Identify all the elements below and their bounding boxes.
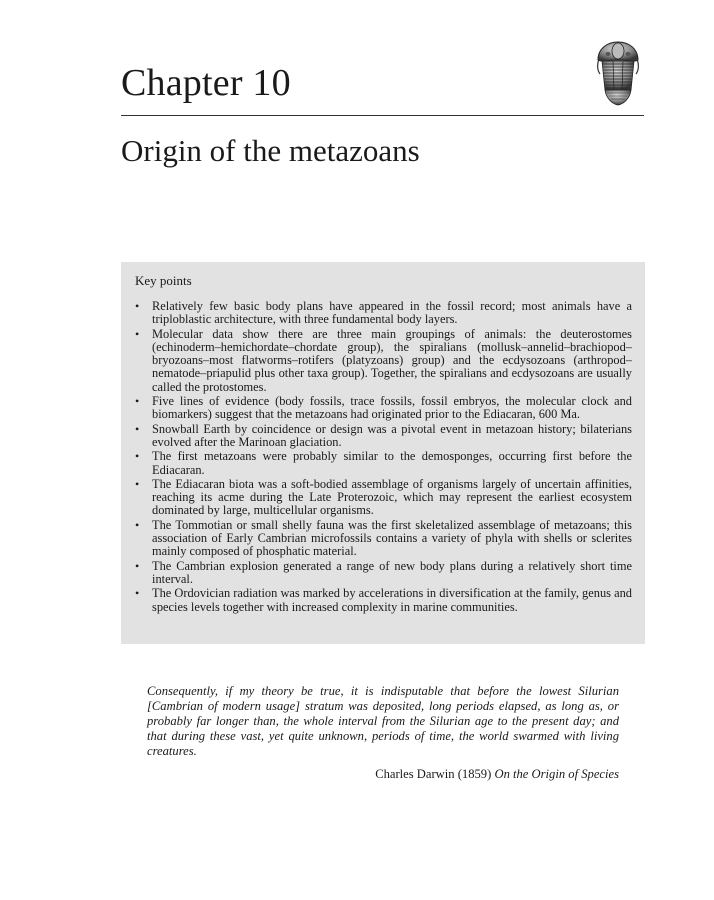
editorial-insertion: [Cambrian of modern usage] [147, 699, 301, 713]
key-point-item: • Molecular data show there are three main groupings of animals: the deuterostomes (echinoderm–hemichordate–chordate group), the spiralians (mollusk–annelid–brachiopod–bryozoans–most flatworms–rotifers (platyzoans) group) and the ecdysozoans (arthropod–nematode–priapulid plus other taxa group). Together, the spiralians and ecdysozoans are usually called the protostomes. [135, 328, 632, 394]
key-point-item: • The Ordovician radiation was marked by accelerations in diversification at the family, genus and species levels together with increased complexity in marine communities. [135, 587, 632, 614]
key-points-list [135, 300, 632, 614]
key-point-item: • The Tommotian or small shelly fauna was the first skeletalized assemblage of metazoans; this association of Early Cambrian microfossils contains a variety of phyla with shells or sclerites mainly composed of phosphatic material. [135, 519, 632, 559]
epigraph-quote [147, 684, 619, 759]
quote-text-start: Consequently, if my theory be true, it is indisputable that before the lowest Silurian [147, 684, 619, 698]
key-point-item: • Relatively few basic body plans have appeared in the fossil record; most animals have a triploblastic architecture, with three fundamental body layers. [135, 300, 632, 327]
title-rule [121, 115, 644, 116]
chapter-title: Origin of the metazoans [121, 133, 420, 168]
key-point-item: • The first metazoans were probably similar to the demosponges, occurring first before the Ediacaran. [135, 450, 632, 477]
key-point-item: • The Ediacaran biota was a soft-bodied assemblage of organisms largely of uncertain affinities, reaching its acme during the Late Proterozoic, which may represent the earliest ecosystem dominated by large, multicellular organisms. [135, 478, 632, 518]
key-points-box [121, 262, 645, 644]
key-point-item: • Snowball Earth by coincidence or design was a pivotal event in metazoan history; bilaterians evolved after the Marinoan glaciation. [135, 423, 632, 450]
trilobite-icon [594, 40, 642, 108]
key-points-heading: Key points [135, 273, 192, 288]
epigraph-attribution [147, 767, 619, 782]
quote-text-end: stratum was deposited, long periods elapsed, as long as, or probably far longer than, the whole interval from the Silurian age to the present day; and that during these vast, yet quite unknown, periods of time, the world swarmed with living creatures. [147, 699, 620, 758]
key-point-item: • Five lines of evidence (body fossils, trace fossils, fossil embryos, the molecular clock and biomarkers) suggest that the metazoans had originated prior to the Ediacaran, 600 Ma. [135, 395, 632, 422]
quote-author: Charles Darwin (1859) [375, 767, 492, 781]
key-point-item: • The Cambrian explosion generated a range of new body plans during a relatively short time interval. [135, 560, 632, 587]
chapter-number: Chapter 10 [121, 62, 291, 104]
quote-source-book: On the Origin of Species [494, 767, 619, 781]
